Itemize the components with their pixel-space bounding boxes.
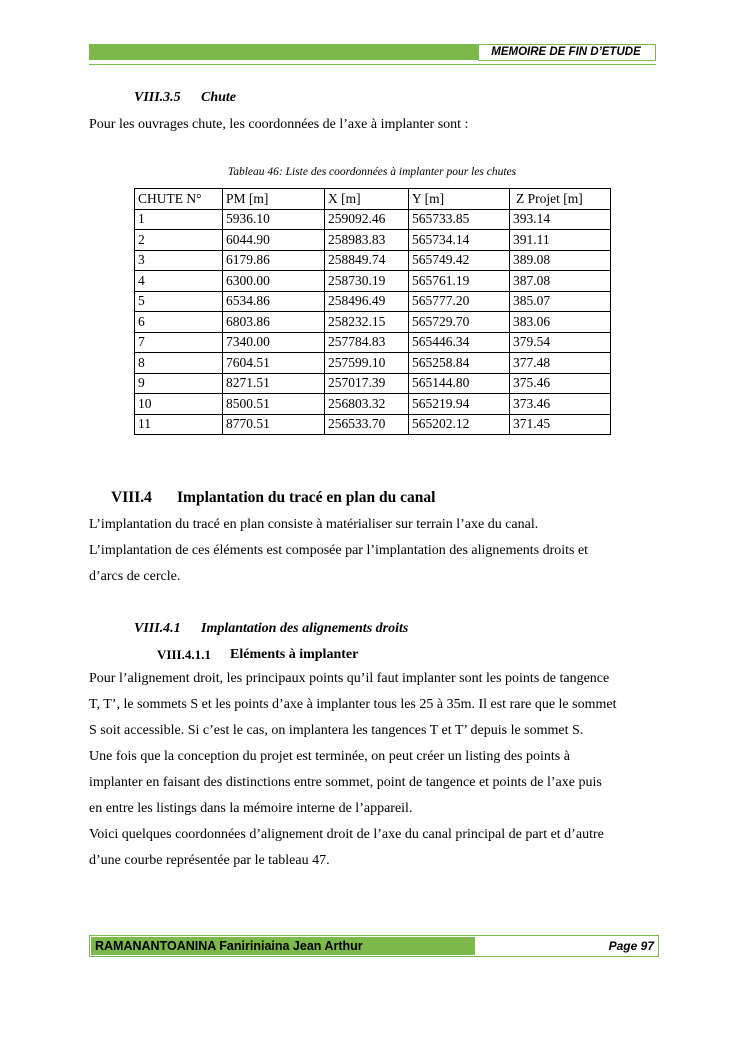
cell-pm: 7340.00: [223, 332, 325, 353]
section-number-viii-4-1-1: VIII.4.1.1: [157, 647, 211, 662]
cell-y: 565749.42: [409, 250, 510, 271]
paragraph-line: S soit accessible. Si c’est le cas, on implantera les tangences T et T’ depuis le sommet S.: [89, 723, 584, 738]
cell-x: 257784.83: [325, 332, 409, 353]
table-row: [135, 394, 611, 415]
footer-author: RAMANANTOANINA Faniriniaina Jean Arthur: [95, 939, 363, 953]
col-header-y: Y [m]: [409, 189, 510, 210]
cell-x: 256803.32: [325, 394, 409, 415]
cell-z: 393.14: [510, 209, 611, 230]
col-header-x: X [m]: [325, 189, 409, 210]
cell-chute: 2: [135, 230, 223, 251]
cell-z: 389.08: [510, 250, 611, 271]
cell-x: 258496.49: [325, 291, 409, 312]
cell-chute: 9: [135, 373, 223, 394]
cell-pm: 6044.90: [223, 230, 325, 251]
cell-pm: 5936.10: [223, 209, 325, 230]
cell-z: 373.46: [510, 394, 611, 415]
col-header-pm: PM [m]: [223, 189, 325, 210]
section-number-viii-4: VIII.4: [111, 489, 152, 506]
cell-z: 383.06: [510, 312, 611, 333]
cell-z: 379.54: [510, 332, 611, 353]
paragraph-line: Une fois que la conception du projet est terminée, on peut créer un listing des points à: [89, 749, 570, 764]
cell-chute: 5: [135, 291, 223, 312]
cell-pm: 6179.86: [223, 250, 325, 271]
intro-paragraph: Pour les ouvrages chute, les coordonnées de l’axe à implanter sont :: [89, 117, 469, 132]
table-row: [135, 414, 611, 435]
cell-pm: 6803.86: [223, 312, 325, 333]
cell-z: 375.46: [510, 373, 611, 394]
section-title-implantation-trace: Implantation du tracé en plan du canal: [177, 489, 436, 506]
table-caption: Tableau 46: Liste des coordonnées à implanter pour les chutes: [227, 166, 517, 178]
cell-x: 257599.10: [325, 353, 409, 374]
table-row: [135, 230, 611, 251]
paragraph-line: en entre les listings dans la mémoire interne de l’appareil.: [89, 801, 413, 816]
section-number-viii-4-1: VIII.4.1: [134, 621, 181, 636]
cell-chute: 7: [135, 332, 223, 353]
cell-chute: 11: [135, 414, 223, 435]
paragraph-line: Pour l’alignement droit, les principaux points qu’il faut implanter sont les points de tangence: [89, 671, 610, 686]
cell-y: 565761.19: [409, 271, 510, 292]
cell-x: 258232.15: [325, 312, 409, 333]
cell-x: 258983.83: [325, 230, 409, 251]
cell-chute: 1: [135, 209, 223, 230]
cell-x: 256533.70: [325, 414, 409, 435]
paragraph-line: implanter en faisant des distinctions entre sommet, point de tangence et points de l’axe puis: [89, 775, 602, 790]
cell-chute: 6: [135, 312, 223, 333]
cell-x: 259092.46: [325, 209, 409, 230]
table-header-row: [135, 189, 611, 210]
footer-page-number: Page 97: [608, 939, 654, 953]
cell-pm: 8271.51: [223, 373, 325, 394]
cell-pm: 7604.51: [223, 353, 325, 374]
paragraph-line: L’implantation du tracé en plan consiste à matérialiser sur terrain l’axe du canal.: [89, 517, 539, 532]
cell-x: 258730.19: [325, 271, 409, 292]
cell-y: 565258.84: [409, 353, 510, 374]
header-title: MEMOIRE DE FIN D’ETUDE: [491, 46, 641, 58]
cell-z: 377.48: [510, 353, 611, 374]
cell-pm: 6534.86: [223, 291, 325, 312]
cell-chute: 10: [135, 394, 223, 415]
cell-y: 565446.34: [409, 332, 510, 353]
table-row: [135, 353, 611, 374]
section-title-alignements-droits: Implantation des alignements droits: [201, 621, 409, 636]
table-row: [135, 332, 611, 353]
cell-x: 258849.74: [325, 250, 409, 271]
table-row: [135, 209, 611, 230]
paragraph-line: T, T’, le sommets S et les points d’axe à implanter tous les 25 à 35m. Il est rare que le sommet: [89, 697, 617, 712]
paragraph-line: d’arcs de cercle.: [89, 569, 181, 584]
cell-y: 565733.85: [409, 209, 510, 230]
coordinates-table: [134, 188, 611, 435]
cell-y: 565219.94: [409, 394, 510, 415]
table-row: [135, 250, 611, 271]
col-header-z: Z Projet [m]: [510, 189, 611, 210]
cell-y: 565734.14: [409, 230, 510, 251]
paragraph-line: Voici quelques coordonnées d’alignement droit de l’axe du canal principal de part et d’autre: [89, 827, 604, 842]
cell-pm: 6300.00: [223, 271, 325, 292]
section-title-elements-a-implanter: Eléments à implanter: [230, 647, 359, 662]
cell-y: 565144.80: [409, 373, 510, 394]
paragraph-line: L’implantation de ces éléments est composée par l’implantation des alignements droits et: [89, 543, 589, 558]
section-number-viii-3-5: VIII.3.5: [134, 90, 181, 105]
paragraph-line: d’une courbe représentée par le tableau 47.: [89, 853, 330, 868]
cell-y: 565777.20: [409, 291, 510, 312]
cell-chute: 3: [135, 250, 223, 271]
section-title-chute: Chute: [201, 90, 237, 105]
cell-z: 387.08: [510, 271, 611, 292]
cell-pm: 8500.51: [223, 394, 325, 415]
cell-y: 565202.12: [409, 414, 510, 435]
table-row: [135, 271, 611, 292]
header-divider: [89, 64, 656, 65]
table-row: [135, 312, 611, 333]
cell-x: 257017.39: [325, 373, 409, 394]
cell-z: 391.11: [510, 230, 611, 251]
table-row: [135, 291, 611, 312]
cell-z: 385.07: [510, 291, 611, 312]
cell-chute: 8: [135, 353, 223, 374]
cell-pm: 8770.51: [223, 414, 325, 435]
table-row: [135, 373, 611, 394]
cell-y: 565729.70: [409, 312, 510, 333]
cell-chute: 4: [135, 271, 223, 292]
cell-z: 371.45: [510, 414, 611, 435]
col-header-chute: CHUTE N°: [135, 189, 223, 210]
